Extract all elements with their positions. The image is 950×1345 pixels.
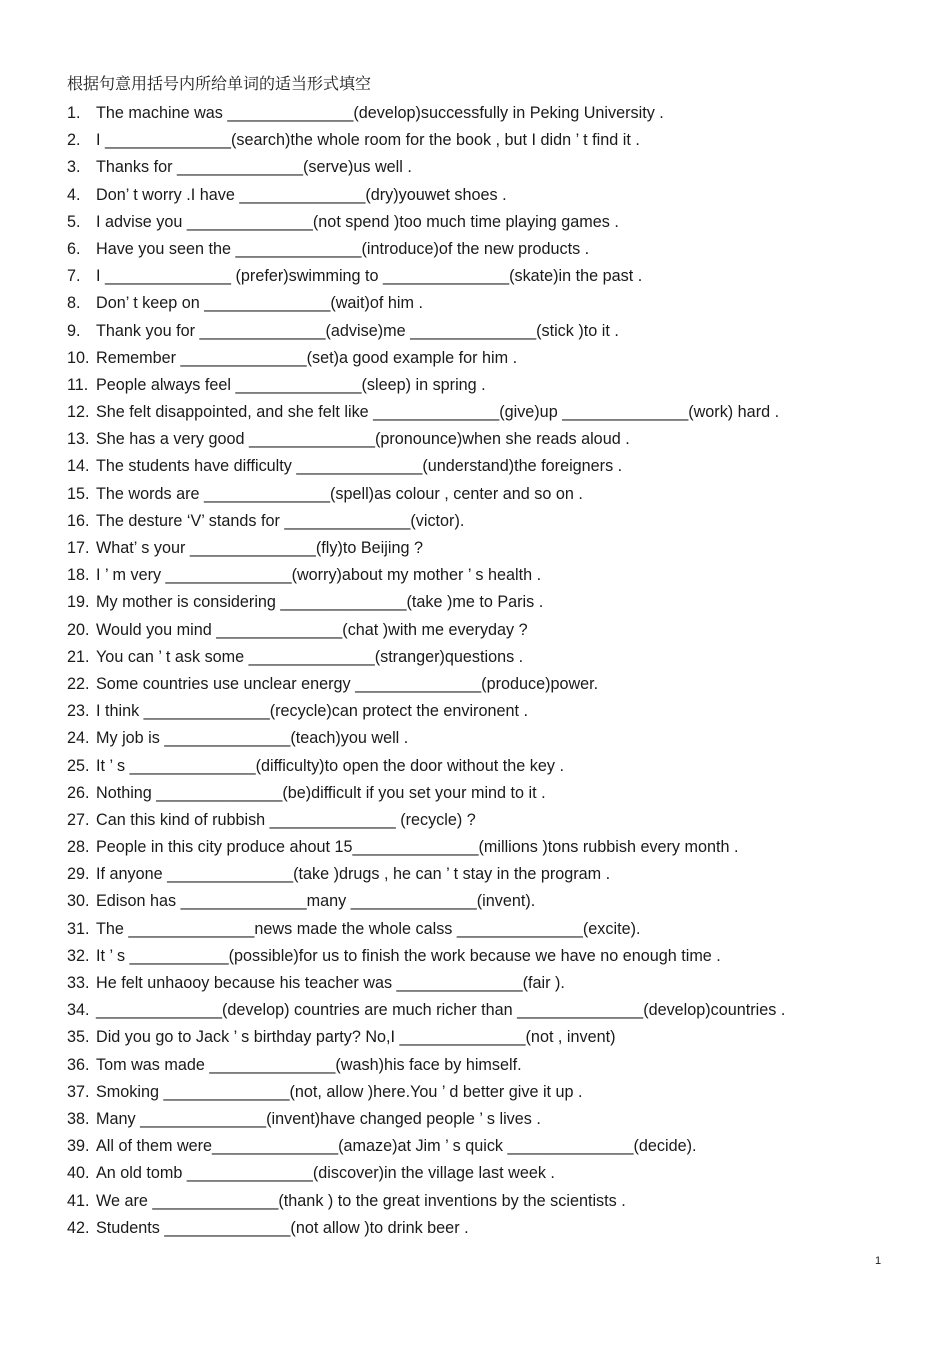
exercise-item bbox=[67, 155, 785, 182]
exercise-sentence: People in this city produce ahout 15______________(millions )tons rubbish every month . bbox=[96, 838, 739, 857]
exercise-item bbox=[67, 917, 785, 944]
exercise-item bbox=[67, 781, 785, 808]
exercise-number: 17. bbox=[67, 539, 90, 557]
exercise-number: 27. bbox=[67, 810, 90, 829]
exercise-sentence: Students ______________(not allow )to drink beer . bbox=[96, 1218, 469, 1237]
exercise-number: 13. bbox=[67, 430, 90, 449]
exercise-sentence: Thank you for ______________(advise)me ______________(stick )to it . bbox=[96, 321, 619, 340]
exercise-number: 12. bbox=[67, 403, 90, 422]
exercise-sentence: The words are ______________(spell)as colour , center and so on . bbox=[96, 484, 583, 503]
exercise-sentence: My mother is considering ______________(take )me to Paris . bbox=[96, 593, 544, 612]
exercise-number: 1. bbox=[67, 104, 81, 122]
exercise-number: 24. bbox=[67, 729, 90, 748]
exercise-item bbox=[67, 754, 785, 781]
exercise-sentence: Remember ______________(set)a good example for him . bbox=[96, 348, 518, 367]
exercise-number: 31. bbox=[67, 919, 90, 938]
exercise-item bbox=[67, 264, 785, 291]
exercise-item bbox=[67, 971, 785, 998]
exercise-sentence: Did you go to Jack ’ s birthday party? No,I ______________(not , invent) bbox=[96, 1028, 616, 1047]
exercise-sentence: Some countries use unclear energy ______________(produce)power. bbox=[96, 674, 599, 693]
exercise-sentence: If anyone ______________(take )drugs , he can ’ t stay in the program . bbox=[96, 865, 611, 884]
exercise-number: 8. bbox=[67, 294, 81, 313]
exercise-number: 28. bbox=[67, 838, 90, 857]
exercise-number: 7. bbox=[67, 267, 81, 286]
exercise-number: 20. bbox=[67, 620, 90, 639]
exercise-number: 34. bbox=[67, 1001, 90, 1020]
exercise-item bbox=[67, 835, 785, 862]
exercise-number: 5. bbox=[67, 212, 81, 231]
exercise-sentence: I ______________ (prefer)swimming to ______________(skate)in the past . bbox=[96, 267, 643, 286]
exercise-item bbox=[67, 373, 785, 400]
exercise-sentence: The desture ‘V’ stands for ______________(victor). bbox=[96, 511, 465, 530]
exercise-instructions: 根据句意用括号内所给单词的适当形式填空 bbox=[67, 74, 372, 93]
exercise-number: 39. bbox=[67, 1137, 90, 1156]
exercise-sentence: Can this kind of rubbish ______________ (recycle) ? bbox=[96, 810, 476, 829]
exercise-sentence: It ’ s ___________(possible)for us to finish the work because we have no enough time . bbox=[96, 946, 721, 965]
exercise-sentence: What’ s your ______________(fly)to Beijing ? bbox=[96, 539, 423, 557]
exercise-number: 42. bbox=[67, 1218, 90, 1237]
exercise-item bbox=[67, 862, 785, 889]
exercise-sentence: He felt unhaooy because his teacher was ______________(fair ). bbox=[96, 974, 565, 992]
exercise-sentence: Don’ t keep on ______________(wait)of him . bbox=[96, 294, 423, 313]
exercise-sentence: All of them were______________(amaze)at Jim ’ s quick ______________(decide). bbox=[96, 1137, 697, 1156]
exercise-number: 16. bbox=[67, 511, 90, 530]
exercise-item bbox=[67, 1216, 785, 1243]
exercise-number: 29. bbox=[67, 865, 90, 884]
exercise-number: 41. bbox=[67, 1191, 90, 1210]
exercise-sentence: Have you seen the ______________(introduce)of the new products . bbox=[96, 239, 590, 258]
exercise-item bbox=[67, 427, 785, 454]
exercise-item bbox=[67, 482, 785, 509]
exercise-number: 2. bbox=[67, 131, 81, 150]
exercise-item bbox=[67, 319, 785, 346]
exercise-sentence: She has a very good ______________(pronounce)when she reads aloud . bbox=[96, 430, 630, 449]
exercise-number: 33. bbox=[67, 974, 90, 992]
exercise-item bbox=[67, 183, 785, 210]
exercise-sentence: Edison has ______________many ______________(invent). bbox=[96, 892, 536, 911]
exercise-sentence: Tom was made ______________(wash)his face by himself. bbox=[96, 1055, 522, 1074]
exercise-number: 14. bbox=[67, 457, 90, 476]
exercise-item bbox=[67, 1107, 785, 1134]
exercise-number: 9. bbox=[67, 321, 81, 340]
exercise-item bbox=[67, 291, 785, 318]
exercise-item bbox=[67, 563, 785, 590]
exercise-sentence: Don’ t worry .I have ______________(dry)youwet shoes . bbox=[96, 185, 507, 204]
exercise-sentence: I ______________(search)the whole room for the book , but I didn ’ t find it . bbox=[96, 131, 640, 150]
exercise-item bbox=[67, 400, 785, 427]
exercise-sentence: The ______________news made the whole calss ______________(excite). bbox=[96, 919, 641, 938]
exercise-item bbox=[67, 1025, 785, 1052]
exercise-item bbox=[67, 509, 785, 536]
exercise-item bbox=[67, 346, 785, 373]
exercise-item bbox=[67, 1053, 785, 1080]
exercise-sentence: The students have difficulty ______________(understand)the foreigners . bbox=[96, 457, 623, 476]
exercise-number: 36. bbox=[67, 1055, 90, 1074]
exercise-item bbox=[67, 1134, 785, 1161]
exercise-sentence: Thanks for ______________(serve)us well . bbox=[96, 158, 412, 177]
exercise-number: 40. bbox=[67, 1164, 90, 1183]
exercise-number: 11. bbox=[67, 375, 89, 394]
exercise-number: 23. bbox=[67, 702, 90, 721]
exercise-item bbox=[67, 618, 785, 645]
exercise-sentence: I think ______________(recycle)can protect the environent . bbox=[96, 702, 528, 721]
exercise-sentence: People always feel ______________(sleep) in spring . bbox=[96, 375, 486, 394]
exercise-item bbox=[67, 645, 785, 672]
exercise-sentence: You can ’ t ask some ______________(stranger)questions . bbox=[96, 647, 524, 666]
exercise-sentence: I advise you ______________(not spend )too much time playing games . bbox=[96, 212, 619, 231]
exercise-number: 19. bbox=[67, 593, 90, 612]
exercise-sentence: We are ______________(thank ) to the great inventions by the scientists . bbox=[96, 1191, 626, 1210]
exercise-sentence: Would you mind ______________(chat )with me everyday ? bbox=[96, 620, 528, 639]
exercise-number: 26. bbox=[67, 783, 90, 802]
exercise-item bbox=[67, 1080, 785, 1107]
exercise-item bbox=[67, 237, 785, 264]
exercise-number: 10. bbox=[67, 348, 90, 367]
exercise-number: 3. bbox=[67, 158, 81, 177]
exercise-item bbox=[67, 726, 785, 753]
exercise-number: 38. bbox=[67, 1109, 90, 1128]
exercise-item bbox=[67, 1189, 785, 1216]
exercise-item bbox=[67, 210, 785, 237]
exercise-item bbox=[67, 944, 785, 971]
exercise-sentence: ______________(develop) countries are much richer than ______________(develop)countries . bbox=[96, 1001, 786, 1020]
exercise-sentence: Smoking ______________(not, allow )here.You ’ d better give it up . bbox=[96, 1082, 583, 1101]
exercise-sentence: I ’ m very ______________(worry)about my mother ’ s health . bbox=[96, 566, 542, 585]
exercise-item bbox=[67, 808, 785, 835]
exercise-number: 30. bbox=[67, 892, 90, 911]
exercise-number: 15. bbox=[67, 484, 90, 503]
exercise-item bbox=[67, 889, 785, 916]
exercise-item bbox=[67, 1161, 785, 1188]
exercise-item bbox=[67, 128, 785, 155]
exercise-sentence: She felt disappointed, and she felt like ______________(give)up ______________(work) hard . bbox=[96, 403, 780, 422]
exercise-sentence: My job is ______________(teach)you well . bbox=[96, 729, 409, 748]
exercise-number: 32. bbox=[67, 946, 90, 965]
exercise-number: 22. bbox=[67, 674, 90, 693]
exercise-sentence: Many ______________(invent)have changed people ’ s lives . bbox=[96, 1109, 541, 1128]
exercise-item bbox=[67, 699, 785, 726]
exercise-number: 25. bbox=[67, 756, 90, 775]
exercise-number: 4. bbox=[67, 185, 81, 204]
exercise-number: 6. bbox=[67, 239, 81, 258]
exercise-item bbox=[67, 998, 785, 1025]
exercise-sentence: An old tomb ______________(discover)in the village last week . bbox=[96, 1164, 555, 1183]
exercise-item bbox=[67, 454, 785, 481]
exercise-sentence: The machine was ______________(develop)successfully in Peking University . bbox=[96, 104, 664, 122]
exercise-sentence: It ’ s ______________(difficulty)to open the door without the key . bbox=[96, 756, 564, 775]
exercise-item bbox=[67, 590, 785, 617]
exercise-item bbox=[67, 536, 785, 563]
exercise-number: 35. bbox=[67, 1028, 90, 1047]
exercise-list bbox=[67, 101, 785, 1243]
exercise-item bbox=[67, 101, 785, 128]
exercise-item bbox=[67, 672, 785, 699]
page-number: 1 bbox=[875, 1255, 882, 1267]
exercise-number: 21. bbox=[67, 647, 90, 666]
exercise-number: 18. bbox=[67, 566, 90, 585]
exercise-sentence: Nothing ______________(be)difficult if you set your mind to it . bbox=[96, 783, 546, 802]
exercise-number: 37. bbox=[67, 1082, 90, 1101]
